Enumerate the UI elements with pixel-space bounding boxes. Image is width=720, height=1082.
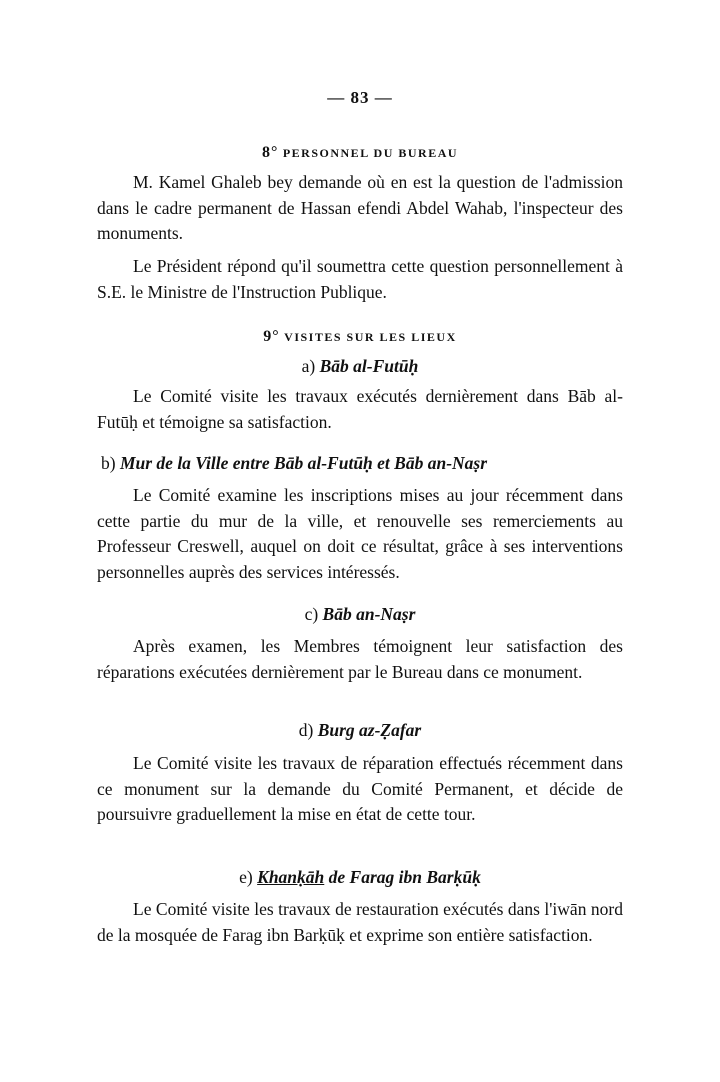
subsection-c-text: Après examen, les Membres témoignent leur satisfaction des réparations exécutées dernièrement par le Bureau dans ce monument. bbox=[97, 636, 623, 682]
subsection-d-label: d) bbox=[298, 720, 314, 740]
subsection-b-text: Le Comité examine les inscriptions mises au jour récemment dans cette partie du mur de la ville, et renouvelle ses remerciements au Professeur Creswell, auquel on doit ce résultat, grâce à ses interventions personnelles auprès des services intéressés. bbox=[97, 485, 623, 582]
section-8-paragraph-1: M. Kamel Ghaleb bey demande où en est la question de l'admission dans le cadre permanent de Hassan efendi Abdel Wahab, l'inspecteur des monuments. bbox=[97, 172, 623, 243]
page-number: — 83 — bbox=[327, 88, 393, 107]
subsection-a-text: Le Comité visite les travaux exécutés dernièrement dans Bāb al-Futūḥ et témoigne sa satisfaction. bbox=[97, 386, 623, 432]
subsection-a-label: a) bbox=[301, 356, 316, 376]
subsection-c-title: Bāb an-Naṣr bbox=[322, 604, 416, 624]
subsection-d-heading bbox=[0, 718, 720, 742]
subsection-c-label: c) bbox=[304, 604, 319, 624]
subsection-e-text: Le Comité visite les travaux de restauration exécutés dans l'iwān nord de la mosquée de Farag ibn Barḳūḳ et exprime son entière satisfaction. bbox=[97, 899, 623, 945]
section-9-heading bbox=[0, 328, 720, 346]
section-8-heading bbox=[0, 144, 720, 162]
subsection-e-label: e) bbox=[239, 867, 253, 887]
subsection-d-text: Le Comité visite les travaux de réparation effectués récemment dans ce monument sur la demande du Comité Permanent, et décide de poursuivre graduellement la mise en état de cette tour. bbox=[97, 753, 623, 824]
subsection-b-label: b) bbox=[101, 453, 116, 473]
subsection-e-heading bbox=[0, 865, 720, 889]
section-8-title: PERSONNEL DU BUREAU bbox=[282, 146, 459, 160]
section-9-number: 9° bbox=[263, 328, 280, 345]
subsection-d-title: Burg az-Ẓafar bbox=[317, 720, 422, 740]
section-9-title: VISITES SUR LES LIEUX bbox=[284, 330, 457, 344]
subsection-a-heading bbox=[0, 354, 720, 378]
subsection-b-title: Mur de la Ville entre Bāb al-Futūḥ et Bāb an-Naṣr bbox=[119, 453, 488, 473]
subsection-b-heading bbox=[101, 451, 621, 475]
subsection-a-title: Bāb al-Futūḥ bbox=[319, 356, 419, 376]
subsection-e-title bbox=[257, 867, 481, 887]
section-8-number: 8° bbox=[261, 144, 279, 161]
subsection-e-title-rest: de Farag ibn Barḳūḳ bbox=[324, 867, 481, 887]
subsection-e-title-underlined: Khanḳāh bbox=[257, 867, 325, 887]
subsection-c-heading bbox=[0, 602, 720, 626]
section-8-paragraph-2: Le Président répond qu'il soumettra cette question personnellement à S.E. le Ministre de l'Instruction Publique. bbox=[97, 256, 623, 302]
